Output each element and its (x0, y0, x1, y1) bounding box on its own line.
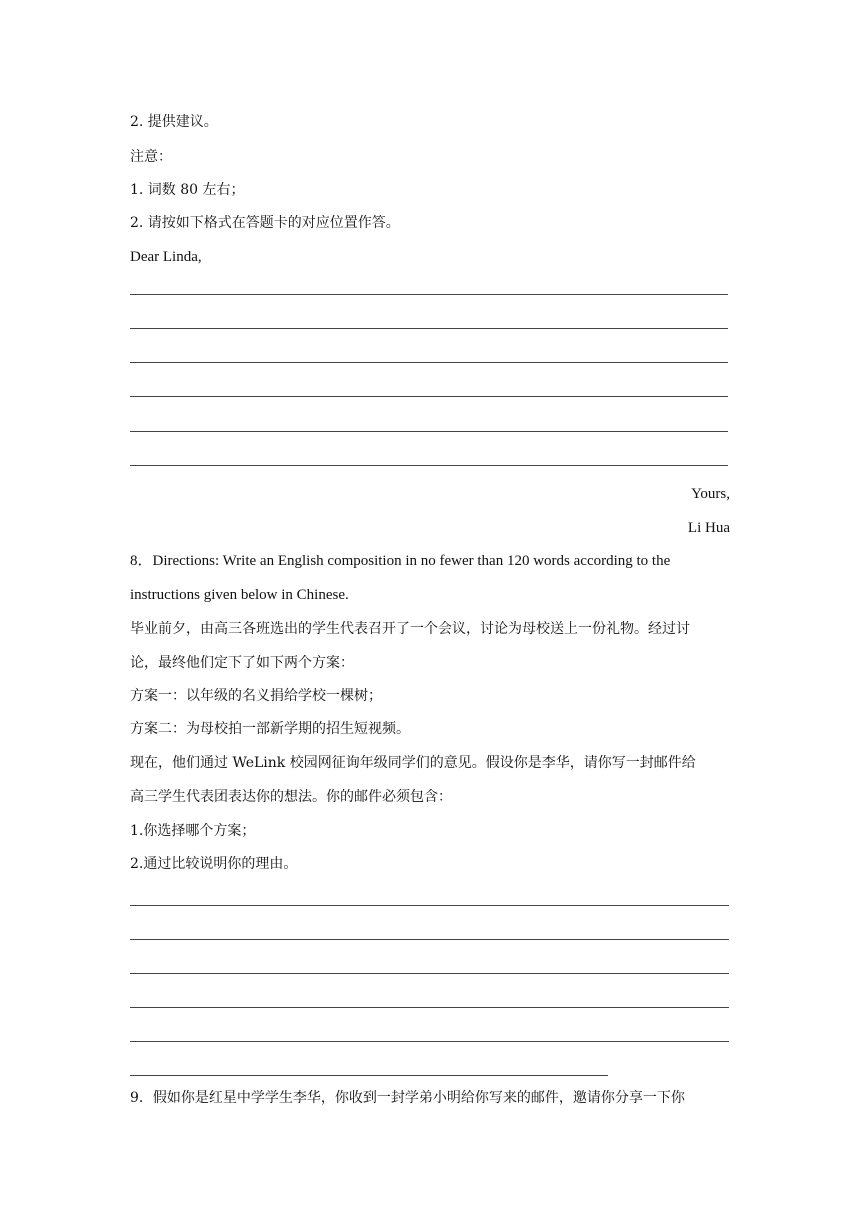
sec8-directions-line1: 8．Directions: Write an English composition in no fewer than 120 words according to the (130, 553, 671, 569)
sec7-note2: 2. 请按如下格式在答题卡的对应位置作答。 (130, 215, 400, 231)
answer-line (130, 905, 729, 906)
sec7-signature: Li Hua (687, 520, 730, 536)
sec8-req2: 2.通过比较说明你的理由。 (130, 856, 298, 872)
sec8-req1: 1.你选择哪个方案； (130, 823, 256, 839)
answer-line (130, 1041, 729, 1042)
answer-line (130, 465, 728, 466)
answer-line (130, 294, 728, 295)
answer-line (130, 362, 728, 363)
answer-line (130, 939, 729, 940)
sec7-point2: 2. 提供建议。 (130, 114, 218, 130)
sec9-line1: 9．假如你是红星中学学生李华，你收到一封学弟小明给你写来的邮件，邀请你分享一下你 (130, 1090, 685, 1106)
sec8-para2-line2: 高三学生代表团表达你的想法。你的邮件必须包含： (130, 789, 452, 805)
sec7-greeting: Dear Linda, (130, 249, 202, 265)
answer-line (130, 431, 728, 432)
answer-line (130, 396, 728, 397)
sec8-para2-line1: 现在，他们通过 WeLink 校园网征询年级同学们的意见。假设你是李华，请你写一封邮件给 (130, 755, 696, 771)
sec7-note-label: 注意： (130, 149, 172, 165)
sec8-plan2: 方案二：为母校拍一部新学期的招生短视频。 (130, 721, 410, 737)
answer-line (130, 1007, 729, 1008)
sec7-closing: Yours, (691, 486, 730, 502)
sec8-para1-line1: 毕业前夕，由高三各班选出的学生代表召开了一个会议，讨论为母校送上一份礼物。经过讨 (130, 621, 690, 637)
sec8-directions-line2: instructions given below in Chinese. (130, 587, 349, 603)
answer-line (130, 973, 729, 974)
sec7-note1: 1. 词数 80 左右； (130, 182, 245, 198)
answer-line (130, 1075, 608, 1076)
answer-line (130, 328, 728, 329)
sec8-plan1: 方案一：以年级的名义捐给学校一棵树； (130, 688, 382, 704)
sec8-para1-line2: 论，最终他们定下了如下两个方案： (130, 655, 354, 671)
